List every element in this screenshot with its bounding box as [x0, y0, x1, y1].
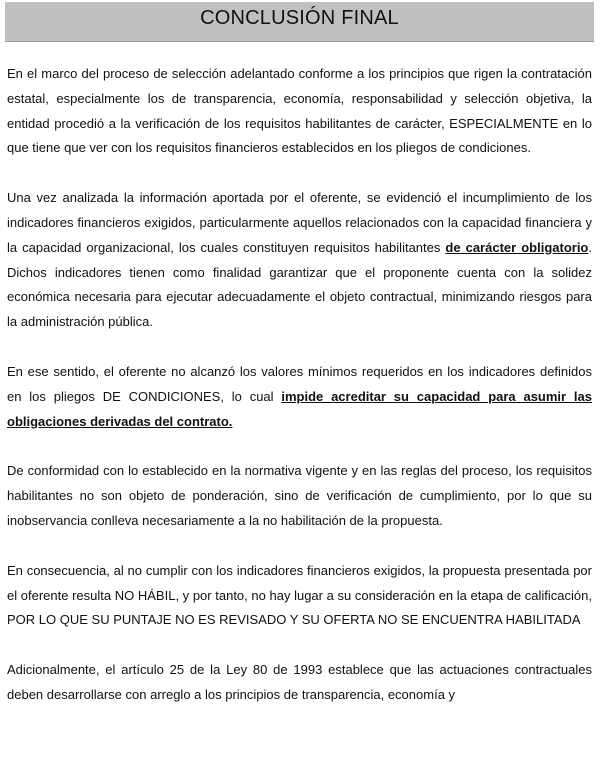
- paragraph-2-text-after: . Dichos indicadores tienen como finalidad garantizar que el proponente cuenta con la solidez económica necesaria para ejecutar adecuadamente el objeto contractual, minimizando riesgos para la administración pública.: [7, 239, 592, 330]
- paragraph-5-text: En consecuencia, al no cumplir con los indicadores financieros exigidos, la propuesta presentada por el oferente resulta NO HÁBIL, y por tanto, no hay lugar a su consideración en la etapa de calificación, POR LO QUE SU PUNTAJE NO ES REVISADO Y SU OFERTA NO SE ENCUENTRA HABILITADA: [7, 562, 592, 628]
- paragraph-2: [7, 186, 592, 335]
- paragraph-6: [7, 658, 592, 708]
- paragraph-1: [7, 62, 592, 161]
- title-bar: [5, 2, 594, 42]
- paragraph-3-text-before: En ese sentido, el oferente no alcanzó los valores mínimos requeridos en los indicadores definidos en los pliegos DE CONDICIONES, lo cual: [7, 363, 592, 404]
- document-body: [7, 62, 592, 733]
- paragraph-4: [7, 459, 592, 533]
- paragraph-6-text: Adicionalmente, el artículo 25 de la Ley 80 de 1993 establece que las actuaciones contractuales deben desarrollarse con arreglo a los principios de transparencia, economía y: [7, 662, 592, 702]
- page-title: CONCLUSIÓN FINAL: [200, 7, 399, 29]
- paragraph-3-emphasis: impide acreditar su capacidad para asumir las obligaciones derivadas del contrato.: [7, 388, 592, 429]
- paragraph-5: [7, 559, 592, 633]
- paragraph-2-text-before: Una vez analizada la información aportada por el oferente, se evidenció el incumplimiento de los indicadores financieros exigidos, particularmente aquellos relacionados con la capacidad financiera y la capacidad organizacional, los cuales constituyen requisitos habilitantes: [7, 190, 592, 255]
- paragraph-3: [7, 360, 592, 434]
- paragraph-2-emphasis: de carácter obligatorio: [445, 239, 589, 255]
- paragraph-1-text: En el marco del proceso de selección adelantado conforme a los principios que rigen la contratación estatal, especialmente los de transparencia, economía, responsabilidad y selección objetiva, la entidad procedió a la verificación de los requisitos habilitantes de carácter, ESPECIALMENTE en lo que tiene que ver con los requisitos financieros establecidos en los pliegos de condiciones.: [7, 66, 592, 156]
- paragraph-4-text: De conformidad con lo establecido en la normativa vigente y en las reglas del proceso, los requisitos habilitantes no son objeto de ponderación, sino de verificación de cumplimiento, por lo que su inobservancia conlleva necesariamente a la no habilitación de la propuesta.: [7, 463, 592, 528]
